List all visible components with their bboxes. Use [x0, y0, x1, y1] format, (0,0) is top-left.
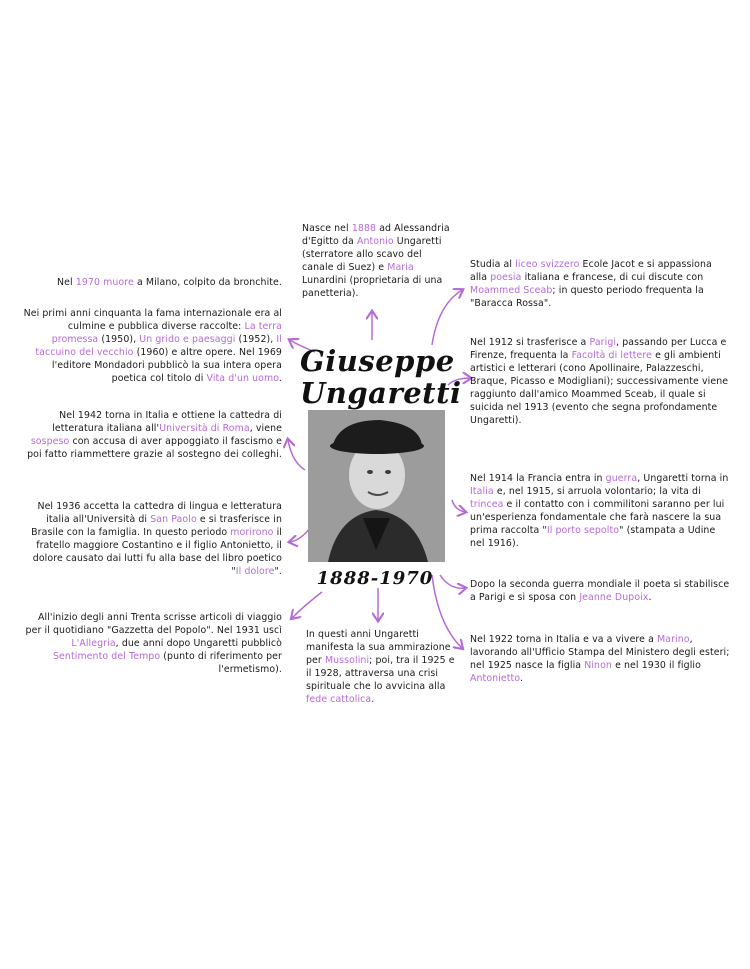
note-brasile: [20, 500, 282, 578]
page-title: [300, 344, 462, 410]
highlighted-term: Jeanne Dupoix: [579, 592, 649, 603]
highlighted-term: Antonietto: [470, 673, 521, 684]
highlighted-term: Ninon: [584, 660, 612, 671]
note-text: .: [520, 673, 524, 684]
note-text: Lunardini (proprietaria di una panetteria).: [302, 275, 443, 299]
note-text: (1960) e altre opere. Nel 1969 l'editore Mondadori pubblicò la sua intera opera poetica col titolo di: [51, 347, 282, 384]
title-last-name: Ungaretti: [300, 376, 462, 410]
highlighted-term: Il taccuino del vecchio: [35, 334, 282, 358]
note-text: Nel 1914 la Francia entra in: [470, 473, 606, 484]
highlighted-term: 1970 muore: [75, 277, 134, 288]
highlighted-term: Vita d'un uomo: [206, 373, 279, 384]
note-text: , viene: [249, 423, 282, 434]
highlighted-term: Il dolore: [235, 566, 275, 577]
note-text: , Ungaretti torna in: [637, 473, 729, 484]
note-fame: [20, 307, 282, 385]
highlighted-term: Marino: [657, 634, 690, 645]
note-text: Nel 1922 torna in Italia e va a vivere a: [470, 634, 658, 645]
note-text: .: [648, 592, 652, 603]
highlighted-term: Il porto sepolto: [546, 525, 620, 536]
note-text: e, nel 1915, si arruola volontario; la vita di: [493, 486, 701, 497]
highlighted-term: sospeso: [30, 436, 70, 447]
highlighted-term: morirono: [230, 527, 274, 538]
note-text: con accusa di aver appoggiato il fascismo e poi fatto riammettere grazie al sostegno dei colleghi.: [27, 436, 282, 460]
note-fede: [306, 628, 456, 706]
note-birth: [302, 222, 450, 300]
note-text: Nasce nel: [302, 223, 352, 234]
note-text: " (stampata a Udine nel 1916).: [470, 525, 716, 549]
highlighted-term: Mussolini: [324, 655, 370, 666]
note-text: (1950),: [98, 334, 140, 345]
arrow-to-roma: [288, 440, 305, 470]
note-text: Nei primi anni cinquanta la fama internazionale era al culmine e pubblica diverse raccolte:: [23, 308, 282, 332]
title-first-name: Giuseppe: [300, 344, 455, 378]
note-text: , passando per Lucca e Firenze, frequenta la: [470, 337, 727, 361]
note-text: ; poi, tra il 1925 e il 1928, attraversa una crisi spirituale che lo avvicina alla: [306, 655, 455, 692]
arrow-to-after-war: [440, 575, 465, 588]
note-allegria: [20, 611, 282, 676]
note-text: , due anni dopo Ungaretti pubblicò: [115, 638, 282, 649]
note-war: [470, 472, 732, 550]
note-text: (punto di riferimento per l'ermetismo).: [160, 651, 282, 675]
highlighted-term: Università di Roma: [159, 423, 250, 434]
note-paris: [470, 336, 732, 427]
note-text: Dopo la seconda guerra mondiale il poeta si stabilisce a Parigi e si sposa con: [470, 579, 730, 603]
note-text: il fratello maggiore Costantino e il figlio Antonietto, il dolore causato dai lutti fu alla base del libro poetico ": [32, 527, 282, 577]
note-text: .: [371, 694, 375, 705]
arrow-to-allegria: [292, 592, 322, 618]
highlighted-term: fede cattolica: [306, 694, 372, 705]
highlighted-term: Un grido e paesaggi: [139, 334, 236, 345]
portrait-image: [308, 410, 445, 562]
note-text: (1952),: [235, 334, 277, 345]
highlighted-term: Parigi: [589, 337, 617, 348]
note-text: Nel: [57, 277, 76, 288]
note-text: Nel 1942 torna in Italia e ottiene la cattedra di letteratura italiana all': [52, 410, 282, 434]
note-text: e il contatto con i commilitoni saranno per lui un'esperienza fondamentale che farà nascere la sua prima raccolta ": [470, 499, 725, 536]
note-text: a Milano, colpito da bronchite.: [133, 277, 282, 288]
note-text: ad Alessandria d'Egitto da: [302, 223, 450, 247]
note-text: e gli ambienti artistici e letterari (cono Apollinaire, Palazzeschi, Braque, Picasso e Modigliani); successivamente viene raggiunto dall'amico Moammed Sceab, il quale si suicida nel 1913 (evento che segna profondamente Ungaretti).: [470, 350, 729, 426]
note-text: All'inizio degli anni Trenta scrisse articoli di viaggio per il quotidiano "Gazzetta del Popolo". Nel 1931 uscì: [25, 612, 282, 636]
note-roma: [20, 409, 282, 461]
note-text: ; in questo periodo frequenta la "Baracca Rossa".: [470, 285, 704, 309]
note-text: e si trasferisce in Brasile con la famiglia. In questo periodo: [31, 514, 282, 538]
highlighted-term: Maria: [387, 262, 414, 273]
arrow-to-war: [452, 500, 465, 512]
highlighted-term: guerra: [605, 473, 638, 484]
note-text: Ecole Jacot e si appassiona alla: [470, 259, 712, 283]
highlighted-term: Moammed Sceab: [470, 285, 553, 296]
portrait-photo: [308, 410, 445, 562]
note-marino: [470, 633, 732, 685]
highlighted-term: 1888: [351, 223, 377, 234]
highlighted-term: trincea: [470, 499, 504, 510]
highlighted-term: L'Allegria: [71, 638, 116, 649]
highlighted-term: Antonio: [356, 236, 394, 247]
highlighted-term: San Paolo: [150, 514, 197, 525]
note-text: italiana e francese, di cui discute con: [521, 272, 704, 283]
highlighted-term: poesia: [490, 272, 522, 283]
note-text: Studia al: [470, 259, 516, 270]
note-text: Ungaretti (sterratore allo scavo del canale di Suez) e: [302, 236, 442, 273]
highlighted-term: liceo svizzero: [515, 259, 580, 270]
highlighted-term: Italia: [470, 486, 494, 497]
highlighted-term: Facoltà di lettere: [571, 350, 652, 361]
note-text: In questi anni Ungaretti manifesta la sua ammirazione per: [306, 629, 451, 666]
highlighted-term: La terra promessa: [51, 321, 282, 345]
note-text: , lavorando all'Ufficio Stampa del Ministero degli esteri; nel 1925 nasce la figlia: [470, 634, 730, 671]
note-text: Nel 1936 accetta la cattedra di lingua e letteratura italia all'Università di: [37, 501, 282, 525]
note-text: .: [278, 373, 282, 384]
note-text: Nel 1912 si trasferisce a: [470, 337, 590, 348]
note-text: ".: [274, 566, 282, 577]
note-after-war: [470, 578, 732, 604]
note-death: [20, 276, 282, 289]
life-years: 1888-1970: [316, 568, 434, 589]
note-studies: [470, 258, 732, 310]
note-text: e nel 1930 il figlio: [611, 660, 701, 671]
highlighted-term: Sentimento del Tempo: [53, 651, 161, 662]
